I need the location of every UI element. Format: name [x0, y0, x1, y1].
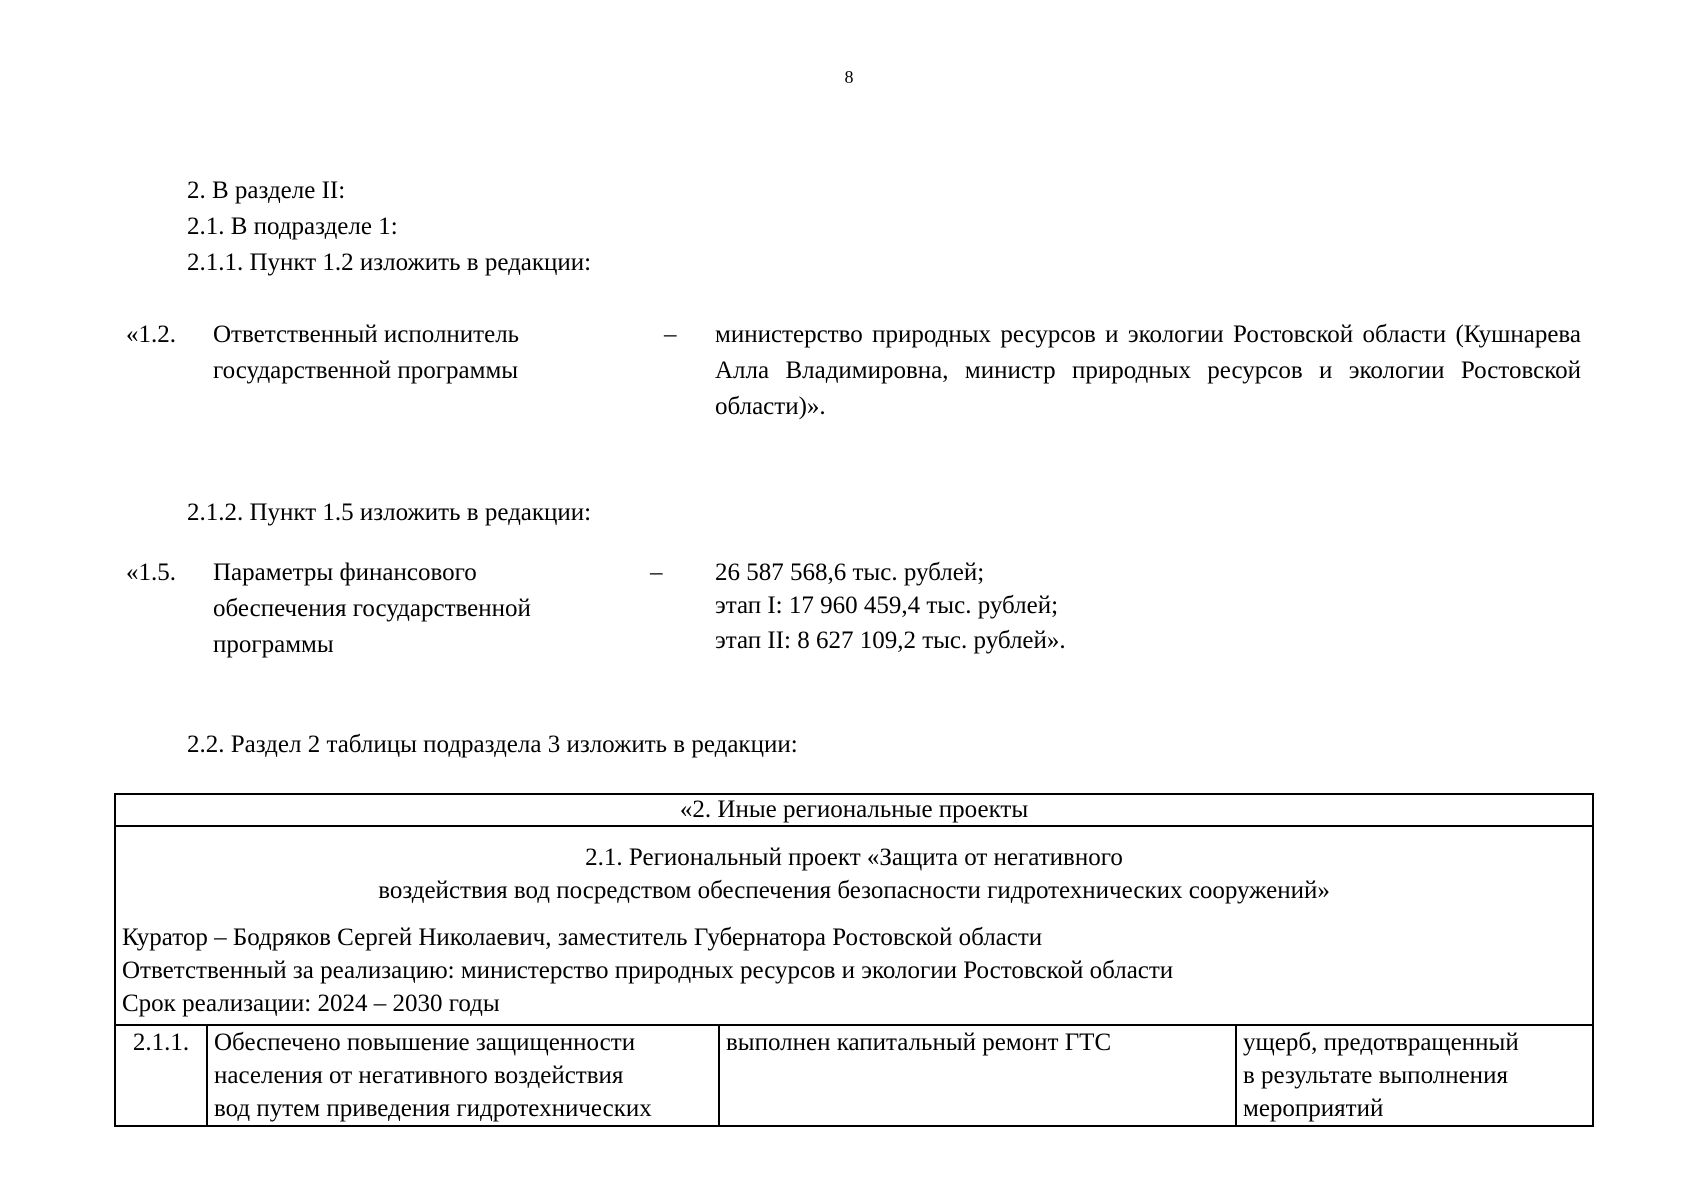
- task-cell: [207, 1025, 719, 1126]
- responsible-line: Ответственный за реализацию: министерство природных ресурсов и экологии Ростовской области: [122, 957, 1174, 984]
- projects-table: [114, 793, 1594, 1127]
- project-title-line-1: 2.1. Региональный проект «Защита от негативного: [585, 844, 1123, 871]
- project-info-cell: [115, 826, 1593, 1025]
- item-1-5-number: «1.5.: [126, 559, 176, 586]
- item-1-5-label-line-1: Параметры финансового: [213, 559, 477, 586]
- term-line: Срок реализации: 2024 – 2030 годы: [122, 990, 500, 1017]
- effect-line-1: выполнен капитальный ремонт ГТС: [726, 1029, 1112, 1056]
- row-number-cell: 2.1.1.: [115, 1025, 207, 1126]
- section-2-1-1-heading: 2.1.1. Пункт 1.2 изложить в редакции:: [187, 249, 592, 276]
- section-2-2-heading: 2.2. Раздел 2 таблицы подраздела 3 изложить в редакции:: [187, 731, 798, 758]
- indicator-cell: [1236, 1025, 1593, 1126]
- indicator-line-2: в результате выполнения: [1243, 1062, 1508, 1089]
- task-line-3: вод путем приведения гидротехнических: [214, 1095, 652, 1122]
- item-1-5-dash: –: [650, 559, 663, 586]
- task-line-2: населения от негативного воздействия: [214, 1062, 624, 1089]
- item-1-5-label-line-3: программы: [213, 631, 334, 658]
- section-2-1-heading: 2.1. В подразделе 1:: [187, 213, 398, 240]
- indicator-line-3: мероприятий: [1243, 1095, 1384, 1122]
- table-row: [115, 1025, 1593, 1126]
- item-1-5-value-line-2: этап I: 17 960 459,4 тыс. рублей;: [715, 592, 1059, 619]
- table-header-cell: «2. Иные региональные проекты: [115, 794, 1593, 826]
- item-1-2-number: «1.2.: [126, 321, 176, 348]
- curator-line: Куратор – Бодряков Сергей Николаевич, заместитель Губернатора Ростовской области: [122, 924, 1043, 951]
- project-row: [115, 826, 1593, 1025]
- effect-cell: [719, 1025, 1236, 1126]
- table-header-row: [115, 794, 1593, 826]
- item-1-5-value-line-3: этап II: 8 627 109,2 тыс. рублей».: [715, 627, 1066, 654]
- item-1-2-label-line-1: Ответственный исполнитель: [213, 321, 520, 348]
- project-title-line-2: воздействия вод посредством обеспечения безопасности гидротехнических сооружений»: [378, 877, 1330, 904]
- page-number: 8: [844, 67, 854, 87]
- item-1-5-value-line-1: 26 587 568,6 тыс. рублей;: [715, 559, 985, 586]
- item-1-2-label-line-2: государственной программы: [213, 357, 519, 384]
- task-line-1: Обеспечено повышение защищенности: [214, 1029, 636, 1056]
- section-2-1-2-heading: 2.1.2. Пункт 1.5 изложить в редакции:: [187, 499, 592, 526]
- item-1-5-label-line-2: обеспечения государственной: [213, 595, 531, 622]
- section-2-heading: 2. В разделе II:: [187, 177, 346, 204]
- item-1-2-value: министерство природных ресурсов и экологии Ростовской области (Кушнарева Алла Владимировна, министр природных ресурсов и экологии Ростовской области)».: [715, 321, 1581, 420]
- item-1-2-dash: –: [664, 321, 677, 348]
- indicator-line-1: ущерб, предотвращенный: [1243, 1029, 1519, 1056]
